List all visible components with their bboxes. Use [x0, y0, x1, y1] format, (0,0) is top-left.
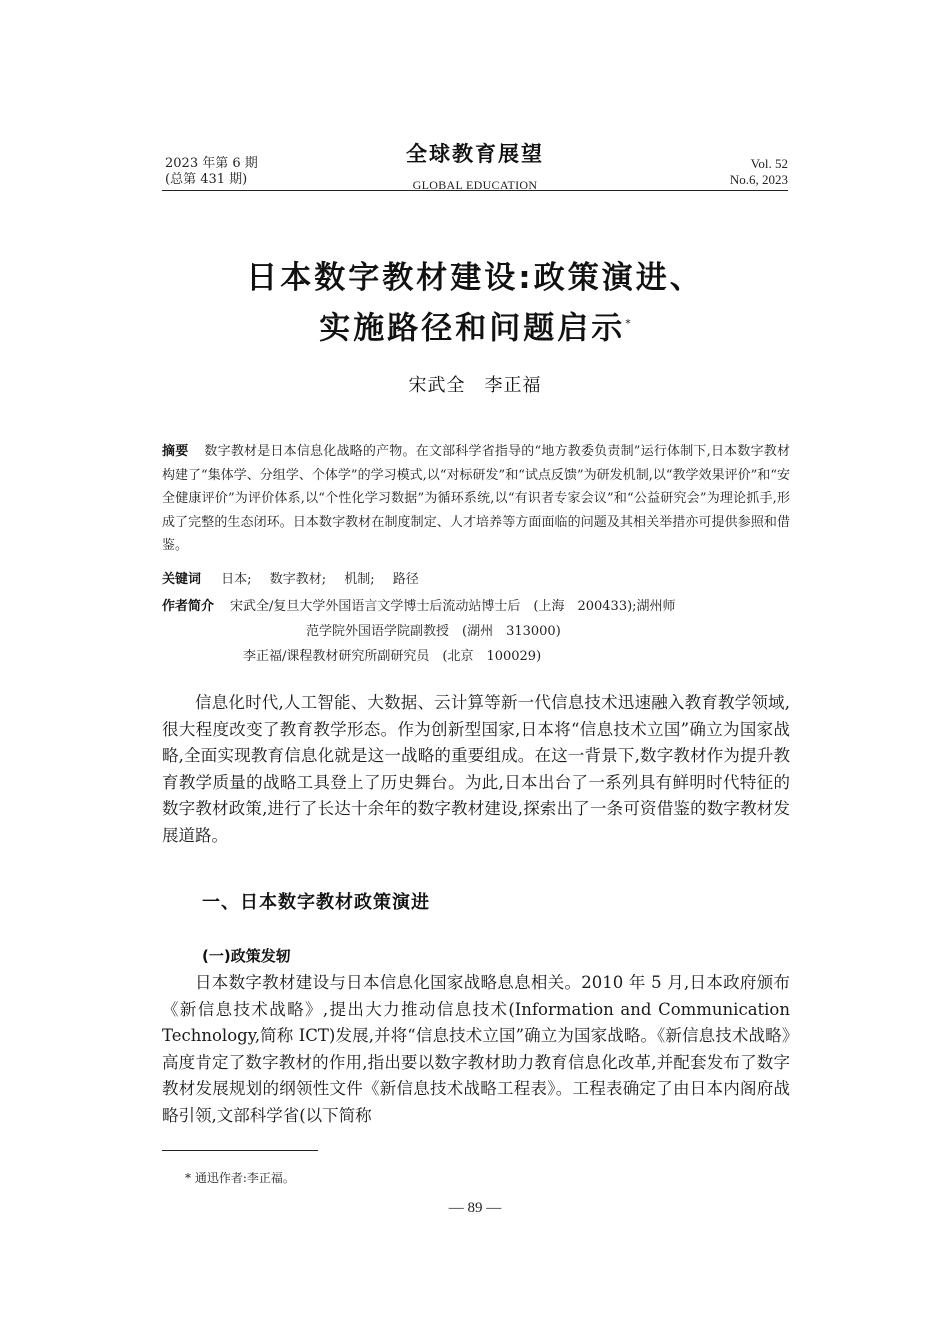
journal-name-en: GLOBAL EDUCATION: [412, 178, 538, 192]
section-heading: 一、日本数字教材政策演进: [202, 892, 430, 913]
issue-number: 2023 年第 6 期: [165, 156, 258, 171]
intro-paragraph: 信息化时代,人工智能、大数据、云计算等新一代信息技术迅速融入教育教学领域,很大程度改变了教育教学形态。作为创新型国家,日本将“信息技术立国”确立为国家战略,全面实现教育信息化就是这一战略的重要组成。在这一背景下,数字教材作为提升教育教学质量的战略工具登上了历史舞台。为此,日本出台了一系列具有鲜明时代特征的数字教材政策,进行了长达十余年的数字教材建设,探索出了一条可资借鉴的数字教材发展道路。: [162, 693, 790, 845]
keyword: 路径: [392, 572, 419, 587]
author-bio-line-3: 李正福/课程教材研究所副研究员 (北京 100029): [243, 649, 542, 664]
issue-total: (总第 431 期): [165, 172, 248, 187]
volume: Vol. 52: [750, 156, 788, 171]
footnote-rule: [162, 1150, 318, 1151]
abstract-text: 数字教材是日本信息化战略的产物。在文部科学省指导的“地方教委负责制”运行体制下,日本数字教材构建了“集体学、分组学、个体学”的学习模式,以“对标研发”和“试点反馈”为研发机制,以“教学效果评价”和“安全健康评价”为评价体系,以“个性化学习数据”为循环系统,以“有识者专家会议”和“公益研究会”为理论抓手,形成了完整的生态闭环。日本数字教材在制度制定、人才培养等方面面临的问题及其相关举措亦可提供参照和借鉴。: [162, 444, 790, 553]
keyword: 日本;: [221, 572, 252, 587]
abstract: [162, 440, 790, 558]
article-title: [0, 255, 950, 351]
journal-masthead: [0, 138, 950, 193]
volume-info: [730, 156, 788, 188]
body-paragraph: 日本数字教材建设与日本信息化国家战略息息相关。2010 年 5 月,日本政府颁布《新信息技术战略》,提出大力推动信息技术(Information and Communication Technology,简称 ICT)发展,并将“信息技术立国”确立为国家战略。《新信息技术战略》高度肯定了数字教材的作用,指出要以数字教材助力教育信息化改革,并配套发布了数字教材发展规划的纲领性文件《新信息技术战略工程表》。工程表确定了由日本内阁府战略引领,文部科学省(以下简称: [162, 973, 790, 1125]
abstract-label: 摘要: [162, 444, 189, 459]
subsection-heading: (一)政策发轫: [202, 947, 291, 965]
page-number: — 89 —: [448, 1200, 502, 1216]
title-line-1: 日本数字教材建设:政策演进、: [246, 260, 704, 296]
journal-name-cn: 全球教育展望: [406, 141, 544, 166]
keywords-label: 关键词: [162, 572, 202, 587]
issue-en: No.6, 2023: [729, 172, 788, 187]
keyword: 机制;: [344, 572, 375, 587]
title-footnote-mark: *: [625, 317, 631, 330]
keywords: [162, 568, 790, 587]
bio-label: 作者简介: [162, 599, 215, 614]
title-line-2: 实施路径和问题启示*: [319, 310, 631, 347]
keyword: 数字教材;: [269, 572, 327, 587]
authors: 宋武全 李正福: [408, 375, 542, 396]
author-bio-line-2: 范学院外国语学院副教授 (湖州 313000): [306, 624, 561, 639]
author-bio-line-1: 作者简介 宋武全/复旦大学外国语言文学博士后流动站博士后 (上海 200433);湖州师: [162, 599, 676, 614]
header-rule: [162, 190, 788, 191]
footnote: * 通迅作者:李正福。: [185, 1171, 295, 1185]
